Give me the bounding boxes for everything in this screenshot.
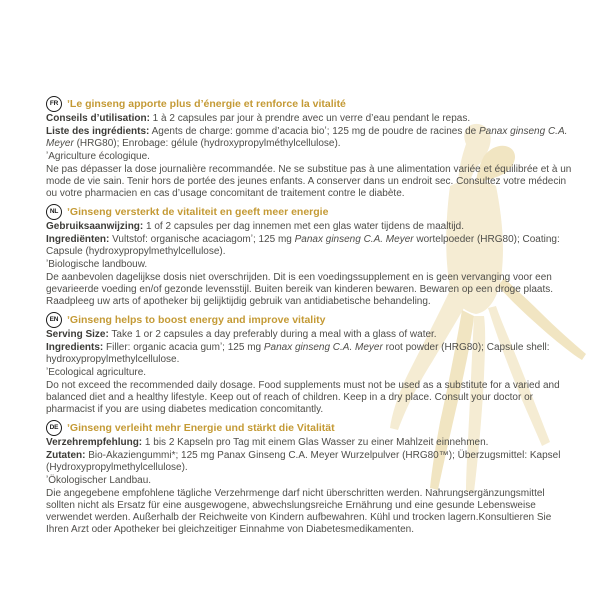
section-en-usage-label: Serving Size: [46,329,109,340]
latin-species-name: Panax ginseng C.A. Meyer [294,234,414,245]
section-de-heading-text: ʼGinseng verleiht mehr Energie und stärkt die Vitalität [67,422,335,434]
section-de-ingredients-label: Zutaten: [46,450,86,461]
section-en-ingredients-text: Filler: organic acacia gumʼ; 125 mg [103,342,264,353]
lang-badge-en: EN [46,312,62,328]
section-fr-ingredients-text: Agents de charge: gomme d’acacia bioʼ; 125 mg de poudre de racines de [149,126,480,137]
section-de-usage-text: 1 bis 2 Kapseln pro Tag mit einem Glas Wasser zu einer Mahlzeit einnehmen. [142,437,489,448]
section-nl-ingredients-text: Vultstof: organische acaciagomʼ; 125 mg [109,234,295,245]
section-nl-heading-text: ʼGinseng versterkt de vitaliteit en geeft meer energie [67,206,329,218]
section-nl-warning: De aanbevolen dagelijkse dosis niet overschrijden. Dit is een voedingssupplement en is geen vervanging voor een gevarieerde voeding en/of gezonde levensstijl. Buiten bereik van kinderen bewaren. Bewaren op een droge plaats. Raadpleeg uw arts of apotheker bij gelijktijdig gebruik van antidiabetische behandeling. [46,272,554,307]
section-de-usage [46,437,573,449]
section-en-ingredients-tail: root powder (HRG80); Capsule shell: hydroxypropylmethylcellulose. [46,342,550,365]
section-de-footnote: ʼÖkologischer Landbau. [46,475,152,486]
latin-species-name: Panax ginseng C.A. Meyer [263,342,383,353]
section-de-ingredients-text: Bio-Akaziengummi*; 125 mg Panax Ginseng C.A. Meyer Wurzelpulver (HRG80™); Überzugsmittel: Kapsel (Hydroxypropylmethylcellulose). [46,450,561,473]
section-nl-ingredients-tail: wortelpoeder (HRG80); Coating: Capsule (hydroxypropylmethylcellulose). [46,234,560,257]
lang-badge-nl: NL [46,204,62,220]
section-nl-usage-text: 1 of 2 capsules per dag innemen met een glas water tijdens de maaltijd. [143,221,464,232]
section-en [46,312,573,416]
section-de-heading [46,420,573,436]
latin-species-name: Panax ginseng C.A. Meyer [46,126,568,149]
section-fr-heading [46,96,573,112]
section-en-warning: Do not exceed the recommended daily dosage. Food supplements must not be used as a substitute for a varied and balanced diet and a healthy lifestyle. Keep out of reach of children. Keep in a dry place. Consult your doctor or pharmacist if you are using diabetes medication concomitantly. [46,380,560,415]
section-en-usage-text: Take 1 or 2 capsules a day preferably during a meal with a glass of water. [108,329,437,340]
section-nl-ingredients-label: Ingrediënten: [46,234,110,245]
section-en-footnote: ʼEcological agriculture. [46,367,147,378]
section-nl [46,204,573,308]
lang-badge-fr: FR [46,96,62,112]
section-en-ingredients [46,342,573,366]
section-de-ingredients [46,450,573,474]
section-fr-usage [46,113,573,125]
section-fr-footnote: ʼAgriculture écologique. [46,151,150,162]
section-en-heading-text: ʼGinseng helps to boost energy and improve vitality [67,314,326,326]
section-nl-usage [46,221,573,233]
section-fr-ingredients-tail: (HRG80); Enrobage: gélule (hydroxypropylméthylcellulose). [73,138,341,149]
section-nl-ingredients [46,234,573,258]
section-nl-footnote: ʼBiologische landbouw. [46,259,148,270]
section-fr-usage-label: Conseils d’utilisation: [46,113,150,124]
section-en-heading [46,312,573,328]
section-fr-ingredients-label: Liste des ingrédients: [46,126,150,137]
section-nl-heading [46,204,573,220]
section-de-warning: Die angegebene empfohlene tägliche Verzehrmenge darf nicht überschritten werden. Nahrungsergänzungsmittel sollten nicht als Ersatz für eine ausgewogene, abwechslungsreiche Ernährung und eine gesunde Lebensweise verwendet werden. Außerhalb der Reichweite von Kindern aufbewahren. Kühl und trocken lagern.Konsultieren Sie Ihren Arzt oder Apotheker bei gleichzeitiger Einnahme von Diabetesmedikamenten. [46,488,552,535]
section-de-usage-label: Verzehrempfehlung: [46,437,143,448]
lang-badge-de: DE [46,420,62,436]
section-en-ingredients-label: Ingredients: [46,342,104,353]
section-nl-usage-label: Gebruiksaanwijzing: [46,221,144,232]
section-fr-usage-text: 1 à 2 capsules par jour à prendre avec un verre d’eau pendant le repas. [149,113,471,124]
section-fr [46,96,573,200]
section-fr-warning: Ne pas dépasser la dose journalière recommandée. Ne se substitue pas à une alimentation variée et équilibrée et à un mode de vie sain. Tenir hors de portée des jeunes enfants. A conserver dans un endroit sec. Consultez votre médecin ou votre pharmacien en cas d’usage concomitant de traitement contre le diabète. [46,164,572,199]
section-fr-heading-text: ʼLe ginseng apporte plus d’énergie et renforce la vitalité [67,98,346,110]
section-en-usage [46,329,573,341]
section-fr-ingredients [46,126,573,150]
section-de [46,420,573,536]
label-text-content [46,96,573,540]
